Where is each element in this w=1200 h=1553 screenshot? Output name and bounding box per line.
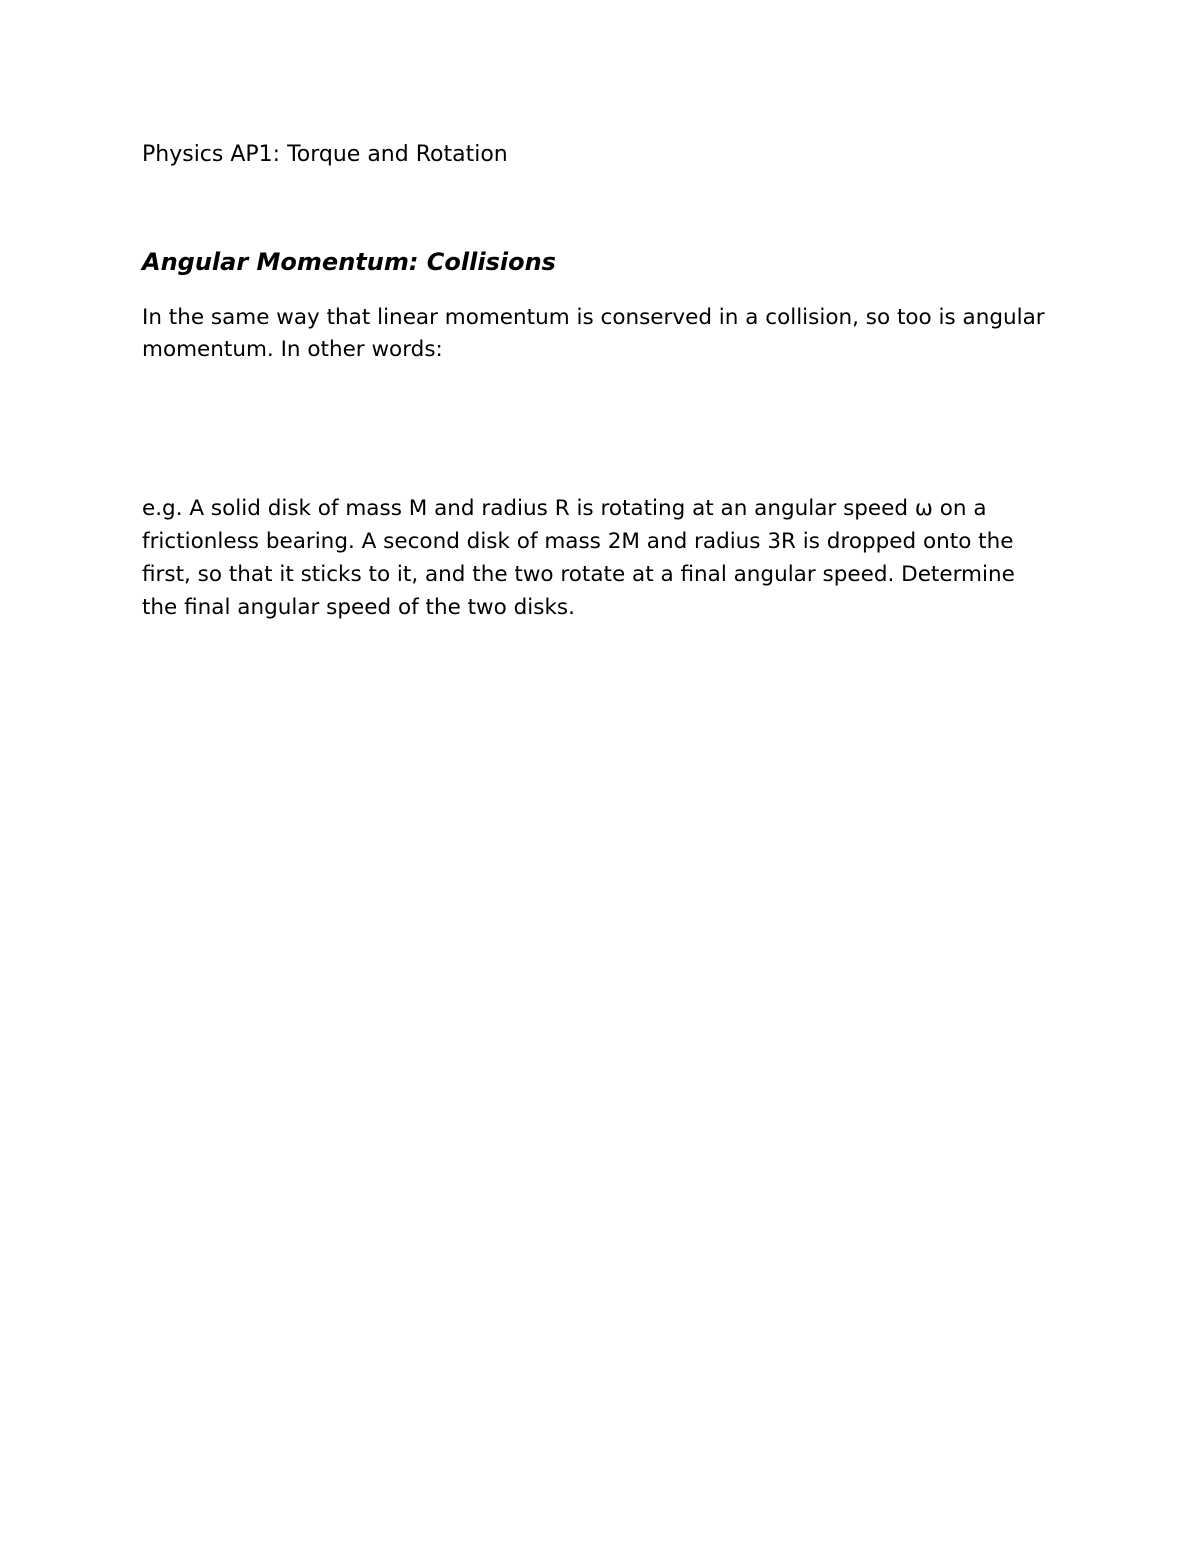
example-line: frictionless bearing. A second disk of mass 2M and radius 3R is dropped onto the <box>142 529 1014 554</box>
example-line: the final angular speed of the two disks. <box>142 595 575 620</box>
example-line: first, so that it sticks to it, and the two rotate at a final angular speed. Determine <box>142 562 1015 587</box>
example-problem <box>142 492 1082 624</box>
section-title: Angular Momentum: Collisions <box>142 248 556 276</box>
intro-line: In the same way that linear momentum is conserved in a collision, so too is angular <box>142 305 1045 330</box>
intro-paragraph <box>142 302 1082 366</box>
intro-line: momentum. In other words: <box>142 337 443 362</box>
document-header: Physics AP1: Torque and Rotation <box>142 142 508 167</box>
example-line: e.g. A solid disk of mass M and radius R is rotating at an angular speed ω on a <box>142 496 987 521</box>
